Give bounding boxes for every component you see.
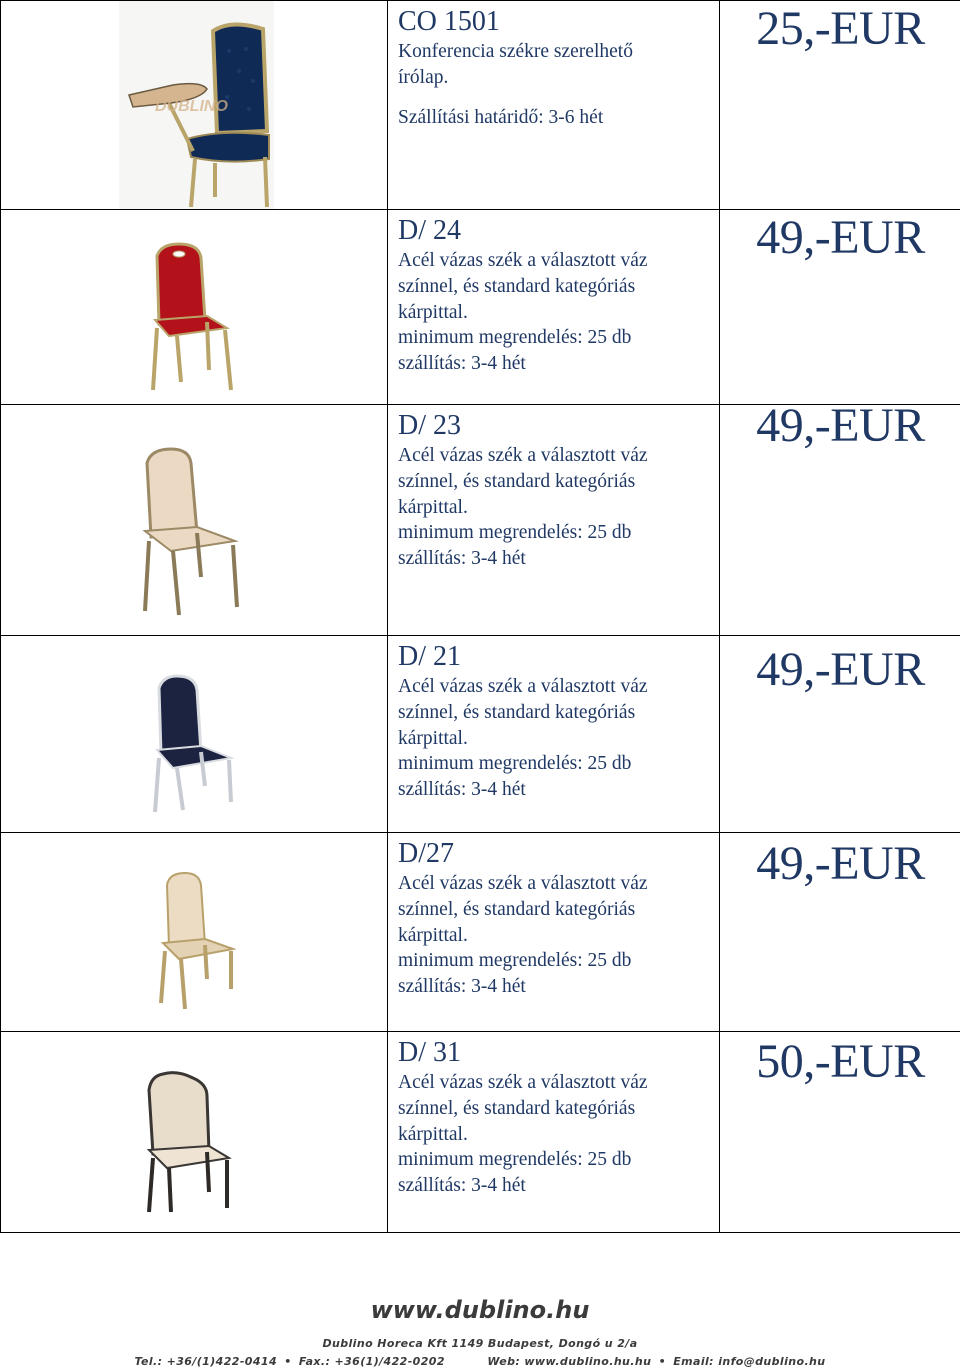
delivery-time: szállítás: 3-4 hét — [398, 353, 526, 375]
product-price: 49,-EUR — [756, 837, 925, 890]
footer-address: Dublino Horeca Kft 1149 Budapest, Dongó u 2/a — [322, 1337, 638, 1350]
description-line: kárpittal. — [398, 496, 468, 518]
description-line: színnel, és standard kategóriás — [398, 1097, 636, 1119]
watermark-logo: DUBLINO — [155, 98, 228, 115]
footer-email[interactable]: Email: info@dublino.hu — [673, 1355, 826, 1368]
product-row — [1, 405, 960, 636]
product-price: 49,-EUR — [756, 211, 925, 264]
product-code: D/ 24 — [398, 215, 461, 246]
description-line: Konferencia székre szerelhető — [398, 41, 633, 62]
description-line: Acél vázas szék a választott váz — [398, 676, 648, 697]
price-cell — [720, 399, 960, 636]
product-price: 49,-EUR — [756, 643, 925, 696]
product-image-cell — [1, 405, 388, 636]
delivery-time: szállítás: 3-4 hét — [398, 548, 526, 570]
chair-with-writing-tablet-image — [1, 1, 387, 209]
product-image-cell — [1, 1, 388, 210]
description-line: kárpittal. — [398, 301, 468, 323]
product-image-cell — [1, 1032, 388, 1233]
price-cell — [720, 1032, 960, 1233]
footer-fax: Fax.: +36(1)/422-0202 — [298, 1355, 445, 1368]
description-line: Acél vázas szék a választott váz — [398, 445, 648, 466]
price-cell — [720, 210, 960, 405]
description-line: színnel, és standard kategóriás — [398, 701, 636, 723]
bullet-separator: • — [284, 1355, 292, 1368]
beige-banquet-chair-image — [1, 405, 387, 635]
description-line: színnel, és standard kategóriás — [398, 898, 636, 920]
price-cell — [720, 833, 960, 1032]
product-description-cell — [388, 210, 720, 405]
product-code: D/27 — [398, 838, 454, 869]
description-line: Acél vázas szék a választott váz — [398, 1072, 648, 1093]
product-description-cell — [388, 833, 720, 1032]
product-code: D/ 23 — [398, 410, 461, 441]
minimum-order: minimum megrendelés: 25 db — [398, 753, 632, 775]
product-price: 50,-EUR — [756, 1035, 925, 1088]
product-description-cell — [388, 405, 720, 636]
product-code: CO 1501 — [398, 6, 500, 37]
product-price: 25,-EUR — [756, 2, 925, 55]
product-description-cell — [388, 1032, 720, 1233]
delivery-time: szállítás: 3-4 hét — [398, 779, 526, 801]
product-code: D/ 21 — [398, 641, 461, 672]
product-row — [1, 636, 960, 833]
price-cell — [720, 1, 960, 210]
red-banquet-chair-image — [1, 210, 387, 404]
description-line: kárpittal. — [398, 727, 468, 749]
product-row — [1, 210, 960, 405]
product-row — [1, 833, 960, 1032]
beige-black-frame-chair-image — [1, 1032, 387, 1232]
minimum-order: minimum megrendelés: 25 db — [398, 522, 632, 544]
minimum-order: minimum megrendelés: 25 db — [398, 1149, 632, 1171]
product-code: D/ 31 — [398, 1037, 461, 1068]
price-cell — [720, 636, 960, 833]
product-description-cell — [388, 1, 720, 210]
bullet-separator: • — [658, 1355, 666, 1368]
product-description-cell — [388, 636, 720, 833]
navy-banquet-chair-image — [1, 636, 387, 832]
description-line: írólap. — [398, 66, 449, 88]
product-image-cell — [1, 636, 388, 833]
footer-web[interactable]: Web: www.dublino.hu.hu — [487, 1355, 652, 1368]
description-line: színnel, és standard kategóriás — [398, 470, 636, 492]
description-line: kárpittal. — [398, 924, 468, 946]
delivery-time: Szállítási határidő: 3-6 hét — [398, 106, 604, 128]
product-image-cell — [1, 210, 388, 405]
product-image-cell — [1, 833, 388, 1032]
footer-phone: Tel.: +36/(1)422-0414 — [134, 1355, 278, 1368]
minimum-order: minimum megrendelés: 25 db — [398, 327, 632, 349]
delivery-time: szállítás: 3-4 hét — [398, 976, 526, 998]
delivery-time: szállítás: 3-4 hét — [398, 1175, 526, 1197]
description-line: színnel, és standard kategóriás — [398, 275, 636, 297]
product-price: 49,-EUR — [756, 399, 925, 452]
description-line: Acél vázas szék a választott váz — [398, 250, 648, 271]
description-line: kárpittal. — [398, 1123, 468, 1145]
description-line: Acél vázas szék a választott váz — [398, 873, 648, 894]
footer-website[interactable]: www.dublino.hu — [370, 1296, 590, 1324]
product-row — [1, 1, 960, 210]
product-row — [1, 1032, 960, 1233]
cream-banquet-chair-image — [1, 833, 387, 1031]
minimum-order: minimum megrendelés: 25 db — [398, 950, 632, 972]
footer-contacts — [0, 1355, 960, 1368]
